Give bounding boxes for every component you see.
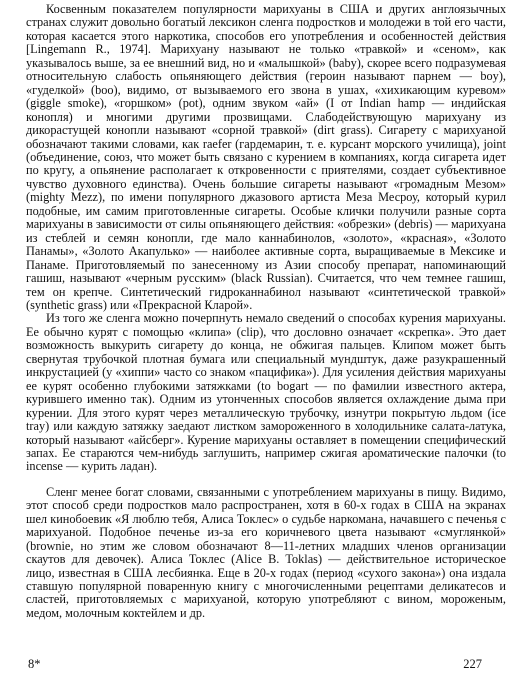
page-footer bbox=[28, 657, 482, 672]
paragraph-food-use: Сленг менее богат словами, связанными с употреблением марихуаны в пищу. Видимо, этот способ среди подростков мало распространен, хотя в 60-х годах в США на экранах шел кинобоевик «Я люблю тебя, Алиса Токлес» о судьбе наркомана, начавшего с печенья с марихуаной. Подобное печенье из-за его коричневого цвета называют «смуглянкой» (brownie, но этим же словом обозначают 8—11-летних младших членов организации скаутов для девочек). Алиса Токлес (Alice B. Toklas) — действительное историческое лицо, известная в США лесбиянка. Еще в 20-х годах (период «сухого закона») она издала ставшую популярной поваренную книгу с многочисленными рецептами деликатесов и сластей, приготовляемых с марихуаной, которую употребляют с вином, мороженым, медом, молочным коктейлем и др. bbox=[26, 484, 506, 620]
paragraph-smoking-methods: Из того же сленга можно почерпнуть немало сведений о способах курения марихуаны. Ее обычно курят с помощью «клипа» (clip), что дословно означает «скрепка». Это дает возможность выкурить сигарету до конца, не обжигая пальцев. Клипом может быть свернутая трубочкой плотная бумага или специальный мундштук, даже разукрашенный инкрустацией (у «хиппи» часто со знаком «пацифика»). Для усиления действия марихуаны ее курят особенно глубокими затяжками (to bogart — по фамилии известного актера, курившего именно так). Одним из утонченных способов является охлаждение дыма при курении. Для этого курят через металлическую трубочку, изнутри покрытую льдом (ice tray) или каждую затяжку заедают листком замороженного в холодильнике салата-латука, который называют «айсберг». Курение марихуаны оставляет в помещении специфический запах. Ее стараются чем-нибудь заглушить, например сжигая ароматические палочки (to incense — курить ладан). bbox=[26, 311, 506, 474]
page-number: 227 bbox=[463, 657, 482, 671]
body-text bbox=[26, 3, 506, 620]
signature-mark: 8* bbox=[28, 657, 41, 671]
paragraph-slang-lexicon: Косвенным показателем популярности марихуаны в США и других англоязычных странах служит довольно богатый лексикон сленга подростков и молодежи в той его части, которая касается этого наркотика, способов его употребления и особенностей действия [Lingemann R., 1974]. Марихуану называют не только «травкой» и «сеном», как указывалось выше, за ее внешний вид, но и «малышкой» (baby), скорее всего подразумевая относительную слабость опьяняющего действия (героин называют парнем — boy), «гуделкой» (boo), видимо, от вызываемого его звона в ушах, «хихикающим куревом» (giggle smoke), «горшком» (pot), одним звуком «ай» (I от Indian hamp — индийская конопля) и многими другими прозвищами. Слабодействующую марихуану из дикорастущей конопли называют «сорной травкой» (dirt grass). Сигарету с марихуаной обозначают такими словами, как raefer (гардемарин, т. е. курсант морского училища), joint (объединение, союз, что может быть связано с курением в компаниях, когда сигарета идет по кругу, а опьянение располагает к откровенности с приятелями, создает субъективное чувство духовного единства). Очень большие сигареты называют «громадным Мезом» (mighty Mezz), по имени популярного джазового артиста Меза Месроу, который курил подобные, им самим приготовленные сигареты. Особые клички получили разные сорта марихуаны в зависимости от силы опьяняющего действия: «обрезки» (debris) — марихуана из стеблей и семян конопли, где мало каннабинолов, «золото», «красная», «Золото Панамы», «Золото Акапулько» — наиболее активные сорта, выращиваемые в Мексике и Панаме. Приготовляемый по занесенному из Азии способу препарат, напоминающий гашиш, называют «черным русским» (black Russian). Считается, что чем темнее гашиш, тем он крепче. Синтетический гидроканнабинол называют «синтетической травкой» (synthetic grass) или «Прекрасной Кларой». bbox=[26, 2, 506, 312]
